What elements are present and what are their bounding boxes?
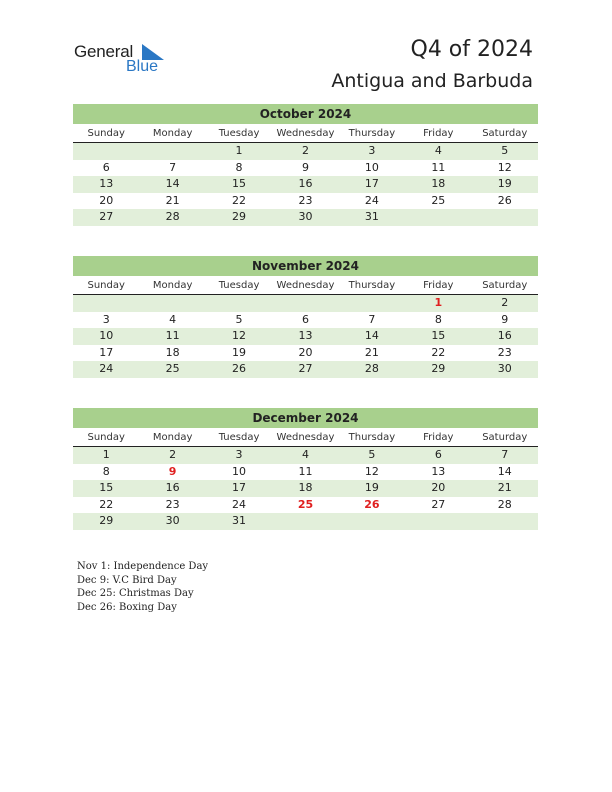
day-cell: 15 [232, 177, 247, 191]
week-row [73, 176, 538, 193]
holiday-day-cell: 25 [297, 497, 314, 511]
weekday-label: Thursday [348, 432, 396, 443]
day-cell: 24 [99, 362, 114, 376]
day-cell: 20 [298, 345, 313, 359]
day-cell: 24 [364, 193, 379, 207]
day-cell: 28 [165, 210, 180, 224]
holiday-list-item: Dec 26: Boxing Day [77, 601, 177, 613]
day-cell: 10 [232, 464, 247, 478]
day-cell: 19 [497, 177, 512, 191]
day-cell: 4 [169, 312, 177, 326]
day-cell [339, 295, 405, 312]
weekday-label: Sunday [87, 280, 125, 291]
day-cell: 26 [232, 362, 247, 376]
day-cell: 13 [298, 329, 313, 343]
weekday-label: Tuesday [218, 128, 260, 139]
week-row [73, 209, 538, 226]
weekday-header-row [73, 429, 538, 447]
weekday-label: Thursday [348, 280, 396, 291]
day-cell: 28 [497, 497, 512, 511]
day-cell: 20 [431, 481, 446, 495]
week-row [73, 295, 538, 312]
day-cell: 23 [165, 497, 180, 511]
day-cell: 1 [235, 144, 243, 157]
weeks-container [73, 143, 538, 226]
holiday-list [77, 560, 208, 614]
day-cell: 8 [102, 464, 110, 478]
day-cell: 21 [165, 193, 180, 207]
month-header: October 2024 [73, 104, 538, 124]
weekday-label: Saturday [482, 432, 528, 443]
weekday-label: Saturday [482, 280, 528, 291]
week-row [73, 345, 538, 362]
day-cell: 6 [102, 160, 110, 174]
day-cell: 11 [431, 160, 446, 174]
day-cell: 29 [232, 210, 247, 224]
week-row [73, 312, 538, 329]
brand-logo [74, 42, 174, 78]
holiday-day-cell: 26 [364, 497, 380, 511]
day-cell: 2 [169, 448, 177, 461]
day-cell [272, 295, 338, 312]
weeks-container [73, 295, 538, 378]
weekday-label: Saturday [482, 128, 528, 139]
day-cell: 17 [364, 177, 379, 191]
week-row [73, 143, 538, 160]
day-cell [405, 209, 471, 226]
month-calendar-october [73, 104, 538, 226]
page-title: Q4 of 2024 [410, 37, 533, 62]
day-cell: 20 [99, 193, 114, 207]
day-cell [472, 513, 538, 530]
day-cell: 22 [99, 497, 114, 511]
day-cell: 16 [497, 329, 512, 343]
day-cell: 31 [232, 514, 247, 528]
day-cell: 15 [99, 481, 114, 495]
day-cell: 16 [298, 177, 313, 191]
day-cell: 30 [165, 514, 180, 528]
holiday-list-item: Dec 9: V.C Bird Day [77, 574, 177, 586]
month-calendar-december [73, 408, 538, 530]
weekday-label: Wednesday [276, 128, 335, 139]
weekday-label: Wednesday [276, 280, 335, 291]
weekday-label: Wednesday [276, 432, 335, 443]
day-cell: 10 [99, 329, 114, 343]
day-cell: 5 [501, 144, 509, 157]
week-row [73, 193, 538, 210]
week-row [73, 497, 538, 514]
week-row [73, 361, 538, 378]
month-calendar-november [73, 256, 538, 378]
day-cell: 13 [99, 177, 114, 191]
day-cell: 1 [102, 448, 110, 461]
month-header: December 2024 [73, 408, 538, 428]
day-cell: 21 [497, 481, 512, 495]
day-cell: 2 [301, 144, 309, 157]
month-header: November 2024 [73, 256, 538, 276]
day-cell: 14 [364, 329, 379, 343]
day-cell: 5 [235, 312, 243, 326]
day-cell: 31 [364, 210, 379, 224]
week-row [73, 480, 538, 497]
week-row [73, 328, 538, 345]
day-cell: 13 [431, 464, 446, 478]
day-cell: 11 [165, 329, 180, 343]
day-cell: 30 [298, 210, 313, 224]
holiday-list-item: Nov 1: Independence Day [77, 561, 209, 572]
day-cell: 7 [501, 448, 509, 461]
day-cell [206, 295, 272, 312]
day-cell [472, 209, 538, 226]
day-cell: 19 [364, 481, 379, 495]
weekday-label: Sunday [87, 432, 125, 443]
day-cell: 25 [431, 193, 446, 207]
day-cell: 23 [298, 193, 313, 207]
day-cell: 4 [434, 144, 442, 157]
weeks-container [73, 447, 538, 530]
weekday-label: Friday [423, 128, 454, 139]
day-cell: 6 [301, 312, 309, 326]
day-cell: 18 [298, 481, 313, 495]
page-subtitle: Antigua and Barbuda [331, 70, 533, 92]
day-cell: 3 [368, 144, 376, 157]
day-cell: 17 [99, 345, 114, 359]
day-cell: 22 [232, 193, 247, 207]
day-cell: 25 [165, 362, 180, 376]
week-row [73, 513, 538, 530]
day-cell: 18 [431, 177, 446, 191]
day-cell: 4 [301, 448, 309, 461]
day-cell: 6 [434, 448, 442, 461]
week-row [73, 160, 538, 177]
day-cell: 18 [165, 345, 180, 359]
day-cell: 14 [165, 177, 180, 191]
weekday-label: Friday [423, 432, 454, 443]
weekday-label: Monday [152, 128, 193, 139]
week-row [73, 464, 538, 481]
day-cell: 3 [235, 448, 243, 461]
day-cell: 29 [99, 514, 114, 528]
weekday-label: Sunday [87, 128, 125, 139]
day-cell: 29 [431, 362, 446, 376]
weekday-label: Monday [152, 280, 193, 291]
day-cell [272, 513, 338, 530]
logo-text-blue: Blue [126, 58, 159, 75]
holiday-day-cell: 1 [434, 296, 443, 309]
day-cell: 12 [364, 464, 379, 478]
day-cell: 27 [298, 362, 313, 376]
day-cell [73, 295, 139, 312]
day-cell: 9 [301, 160, 309, 174]
day-cell: 10 [364, 160, 379, 174]
day-cell: 8 [434, 312, 442, 326]
day-cell: 12 [497, 160, 512, 174]
weekday-label: Friday [423, 280, 454, 291]
day-cell: 21 [364, 345, 379, 359]
day-cell [139, 295, 205, 312]
weekday-label: Tuesday [218, 432, 260, 443]
day-cell: 5 [368, 448, 376, 461]
day-cell: 11 [298, 464, 313, 478]
weekday-label: Monday [152, 432, 193, 443]
day-cell [405, 513, 471, 530]
weekday-header-row [73, 125, 538, 143]
day-cell [139, 143, 205, 160]
day-cell: 17 [232, 481, 247, 495]
day-cell: 14 [497, 464, 512, 478]
day-cell: 15 [431, 329, 446, 343]
day-cell: 7 [169, 160, 177, 174]
day-cell: 8 [235, 160, 243, 174]
day-cell: 30 [497, 362, 512, 376]
weekday-label: Thursday [348, 128, 396, 139]
day-cell: 24 [232, 497, 247, 511]
day-cell [73, 143, 139, 160]
holiday-list-item: Dec 25: Christmas Day [77, 588, 194, 599]
day-cell: 19 [232, 345, 247, 359]
day-cell: 28 [364, 362, 379, 376]
day-cell: 22 [431, 345, 446, 359]
day-cell: 3 [102, 312, 110, 326]
holiday-day-cell: 9 [168, 464, 177, 478]
weekday-header-row [73, 277, 538, 295]
day-cell: 27 [431, 497, 446, 511]
day-cell: 7 [368, 312, 376, 326]
day-cell: 16 [165, 481, 180, 495]
week-row [73, 447, 538, 464]
day-cell: 23 [497, 345, 512, 359]
day-cell: 12 [232, 329, 247, 343]
weekday-label: Tuesday [218, 280, 260, 291]
day-cell [339, 513, 405, 530]
day-cell: 2 [501, 296, 509, 309]
day-cell: 9 [501, 312, 509, 326]
logo-text-general: General [74, 42, 134, 61]
day-cell: 27 [99, 210, 114, 224]
day-cell: 26 [497, 193, 512, 207]
